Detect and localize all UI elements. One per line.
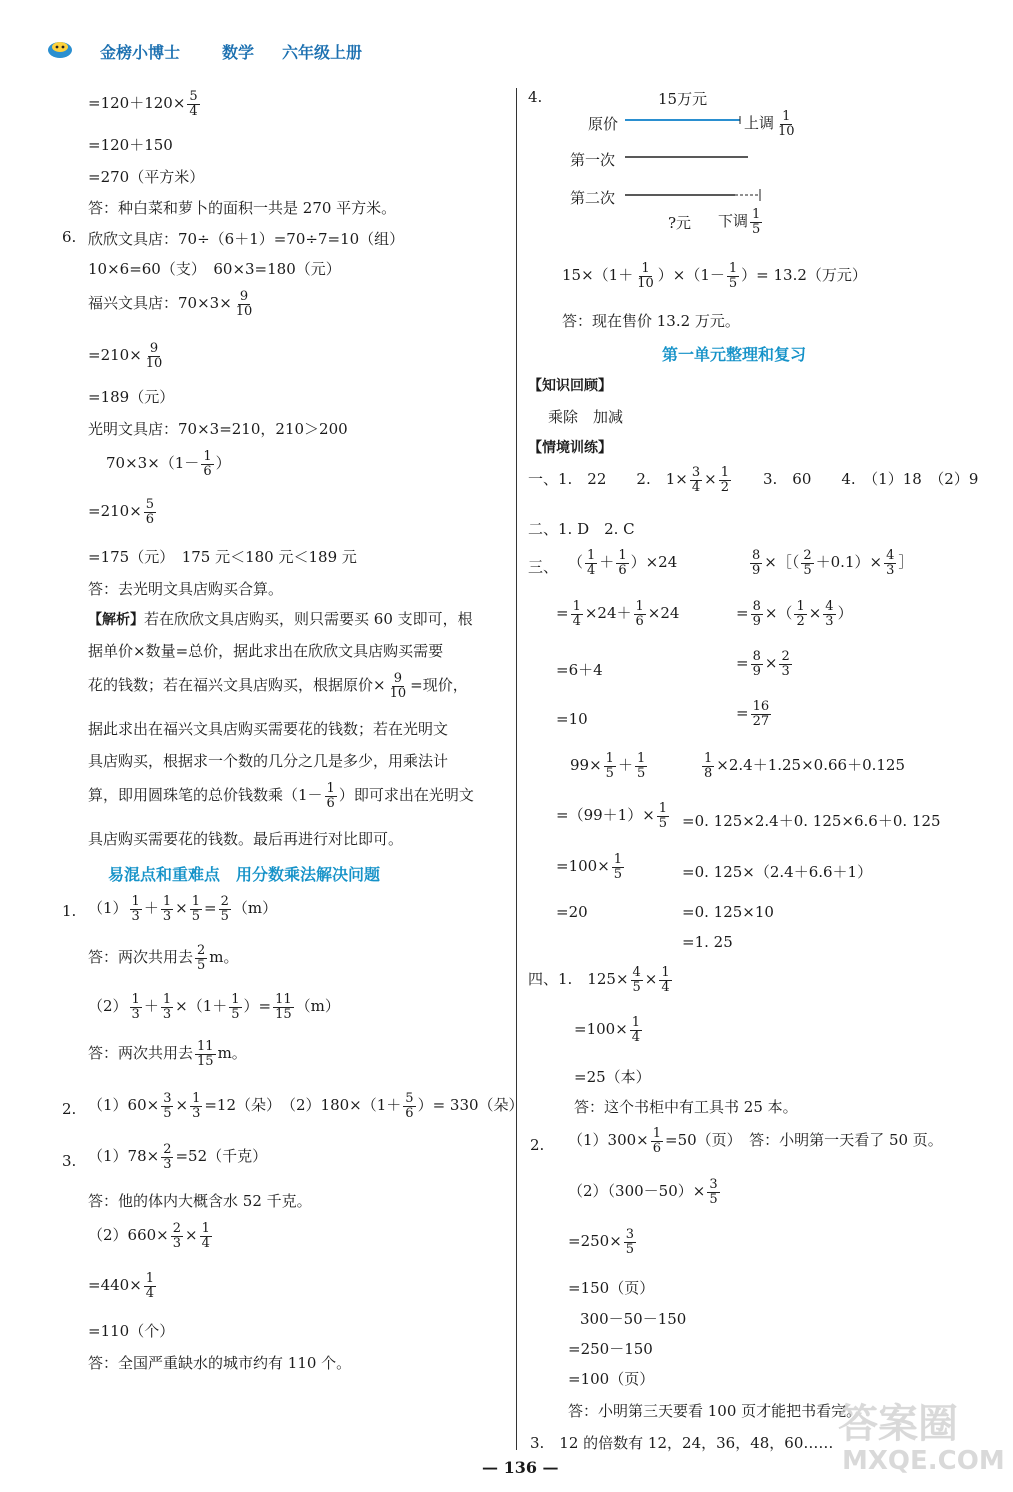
line: 一、1. 22 2. 1× $\frac{3}{4}$ × $\frac{1}{2}$ 3. 60 4. （1）18 （2）9 bbox=[528, 465, 979, 495]
line: =120＋150 bbox=[88, 136, 173, 154]
diagram-orig-label: 原价 bbox=[588, 115, 619, 133]
answer-line: 答：种白菜和萝卜的面积一共是 270 平方米。 bbox=[88, 199, 397, 217]
line: （1）78× $\frac{2}{3}$ =52（千克） bbox=[88, 1142, 268, 1172]
answer-line: 答：他的体内大概含水 52 千克。 bbox=[88, 1192, 312, 1210]
analysis-line: 据此求出在福兴文具店购买需要花的钱数；若在光明文 bbox=[88, 720, 449, 738]
line: =270（平方米） bbox=[88, 168, 205, 186]
question-number: 4. bbox=[528, 88, 543, 106]
section-title: 第一单元整理和复习 bbox=[662, 345, 807, 364]
line: =0. 125×2.4＋0. 125×6.6＋0. 125 bbox=[682, 812, 941, 830]
line: =0. 125×（2.4＋6.6＋1） bbox=[682, 863, 873, 881]
line: =0. 125×10 bbox=[682, 903, 774, 921]
page-number: — 136 — bbox=[482, 1458, 559, 1477]
line: =175（元） 175 元＜180 元＜189 元 bbox=[88, 548, 357, 566]
line: =250× $\frac{3}{5}$ bbox=[568, 1227, 635, 1257]
line: 福兴文具店：70×3× $\frac{9}{10}$ bbox=[88, 289, 253, 319]
line: （1） $\frac{1}{3}$ ＋ $\frac{1}{3}$ × $\frac{1}{5}$ = $\frac{2}{5}$ （m） bbox=[88, 894, 278, 924]
line: 光明文具店：70×3=210，210＞200 bbox=[88, 420, 348, 438]
answer-line: 答：去光明文具店购买合算。 bbox=[88, 580, 284, 598]
brand-logo-icon bbox=[46, 38, 74, 60]
line: 四、1. 125× $\frac{4}{5}$ × $\frac{1}{4}$ bbox=[528, 965, 670, 995]
line: $\frac{1}{8}$ ×2.4＋1.25×0.66＋0.125 bbox=[704, 751, 906, 781]
line: 二、1. D 2. C bbox=[528, 520, 635, 538]
answer-line: 答：全国严重缺水的城市约有 110 个。 bbox=[88, 1354, 352, 1372]
line: =100× $\frac{1}{5}$ bbox=[556, 852, 623, 882]
watermark-logo-text: 答案圈 bbox=[838, 1401, 958, 1447]
line: = $\frac{16}{27}$ bbox=[736, 699, 770, 729]
watermark-url: MXQE.COM bbox=[842, 1446, 1005, 1476]
line: =6＋4 bbox=[556, 661, 603, 679]
column-divider bbox=[516, 88, 517, 1450]
line: =20 bbox=[556, 903, 588, 921]
line: 15×（1＋ $\frac{1}{10}$ ）×（1－ $\frac{1}{5}$ ）= 13.2（万元） bbox=[562, 261, 867, 291]
line: 乘除 加减 bbox=[548, 408, 624, 426]
question-number: 1. bbox=[62, 902, 77, 920]
question-number: 6. bbox=[62, 228, 77, 246]
line-prefix: 三、 bbox=[528, 558, 559, 576]
label-knowledge-review: 【知识回顾】 bbox=[528, 378, 612, 394]
line: （2）（300－50）× $\frac{3}{5}$ bbox=[568, 1177, 718, 1207]
analysis-line: 算，即用圆珠笔的总价钱数乘（1－ $\frac{1}{6}$ ）即可求出在光明文 bbox=[88, 781, 474, 811]
line: =250－150 bbox=[568, 1340, 653, 1358]
line: 3. 12 的倍数有 12，24，36，48，60…… bbox=[530, 1434, 834, 1452]
line: 300－50－150 bbox=[580, 1310, 687, 1328]
answer-line: 答：现在售价 13.2 万元。 bbox=[562, 312, 740, 330]
line: $\frac{8}{9}$ ×［（ $\frac{2}{5}$ ＋0.1）× $\frac{4}{3}$ ］ bbox=[752, 548, 914, 578]
line: 70×3×（1－ $\frac{1}{6}$ ） bbox=[106, 449, 231, 479]
line: =210× $\frac{5}{6}$ bbox=[88, 497, 155, 527]
answer-line: 答：这个书柜中有工具书 25 本。 bbox=[574, 1098, 798, 1116]
line: 99× $\frac{1}{5}$ ＋ $\frac{1}{5}$ bbox=[570, 751, 646, 781]
diagram-second-label: 第二次 bbox=[570, 189, 616, 207]
line: （1）300× $\frac{1}{6}$ =50（页） 答：小明第一天看了 50 页。 bbox=[568, 1126, 943, 1156]
diagram-first-label: 第一次 bbox=[570, 151, 616, 169]
line: 10×6=60（支） 60×3=180（元） bbox=[88, 260, 341, 278]
line: =1. 25 bbox=[682, 933, 733, 951]
line: =10 bbox=[556, 710, 588, 728]
line: =（99＋1）× $\frac{1}{5}$ bbox=[556, 801, 668, 831]
analysis-line: 据单价×数量=总价，据此求出在欣欣文具店购买需要 bbox=[88, 642, 444, 660]
analysis-line: 具店购买，根据求一个数的几分之几是多少，用乘法计 bbox=[88, 752, 449, 770]
line: =150（页） bbox=[568, 1279, 655, 1297]
line: （ $\frac{1}{4}$ ＋ $\frac{1}{6}$ ）×24 bbox=[568, 548, 678, 578]
label-scenario-training: 【情境训练】 bbox=[528, 440, 612, 456]
line: （2） $\frac{1}{3}$ ＋ $\frac{1}{3}$ ×（1＋ $\frac{1}{5}$ ）= $\frac{11}{15}$ （m） bbox=[88, 992, 340, 1022]
line: （2）660× $\frac{2}{3}$ × $\frac{1}{4}$ bbox=[88, 1221, 210, 1251]
answer-line: 答：小明第三天要看 100 页才能把书看完。 bbox=[568, 1402, 862, 1420]
diagram-up-label: 上调 $\frac{1}{10}$ bbox=[744, 109, 795, 139]
line: =100× $\frac{1}{4}$ bbox=[574, 1015, 641, 1045]
line: =100（页） bbox=[568, 1370, 655, 1388]
answer-line: 答：两次共用去 $\frac{11}{15}$ m。 bbox=[88, 1039, 247, 1069]
line: =110（个） bbox=[88, 1322, 175, 1340]
line: = $\frac{8}{9}$ × $\frac{2}{3}$ bbox=[736, 649, 790, 679]
line: =25（本） bbox=[574, 1068, 651, 1086]
diagram-top-label: 15万元 bbox=[658, 90, 708, 108]
section-title: 易混点和重难点 用分数乘法解决问题 bbox=[108, 865, 381, 884]
question-number: 3. bbox=[62, 1152, 77, 1170]
line: （1）60× $\frac{3}{5}$ × $\frac{1}{3}$ =12（朵） （2）180×（1＋ $\frac{5}{6}$ ）= 330（朵） bbox=[88, 1091, 524, 1121]
line: =120＋120× $\frac{5}{4}$ bbox=[88, 89, 198, 119]
header-subject: 数学 bbox=[222, 43, 255, 62]
line: 欣欣文具店：70÷（6＋1）=70÷7=10（组） bbox=[88, 230, 405, 248]
answer-line: 答：两次共用去 $\frac{2}{5}$ m。 bbox=[88, 943, 239, 973]
analysis-line: 具店购买需要花的钱数。最后再进行对比即可。 bbox=[88, 830, 404, 848]
question-number: 2. bbox=[530, 1136, 545, 1154]
line: =189（元） bbox=[88, 388, 175, 406]
line: = $\frac{1}{4}$ ×24＋ $\frac{1}{6}$ ×24 bbox=[556, 599, 680, 629]
analysis-line: 花的钱数；若在福兴文具店购买，根据原价× $\frac{9}{10}$ =现价， bbox=[88, 671, 468, 701]
header-grade: 六年级上册 bbox=[282, 43, 363, 62]
diagram-down-label: 下调 $\frac{1}{5}$ bbox=[718, 207, 761, 237]
diagram-unknown-label: ?元 bbox=[668, 214, 692, 232]
question-number: 2. bbox=[62, 1100, 77, 1118]
line: = $\frac{8}{9}$ ×（ $\frac{1}{2}$ × $\frac{4}{3}$ ） bbox=[736, 599, 853, 629]
line: =440× $\frac{1}{4}$ bbox=[88, 1271, 155, 1301]
line: =210× $\frac{9}{10}$ bbox=[88, 341, 163, 371]
analysis-line: 【解析】若在欣欣文具店购买，则只需要买 60 支即可，根 bbox=[88, 610, 473, 628]
header-brand: 金榜小博士 bbox=[100, 43, 181, 62]
